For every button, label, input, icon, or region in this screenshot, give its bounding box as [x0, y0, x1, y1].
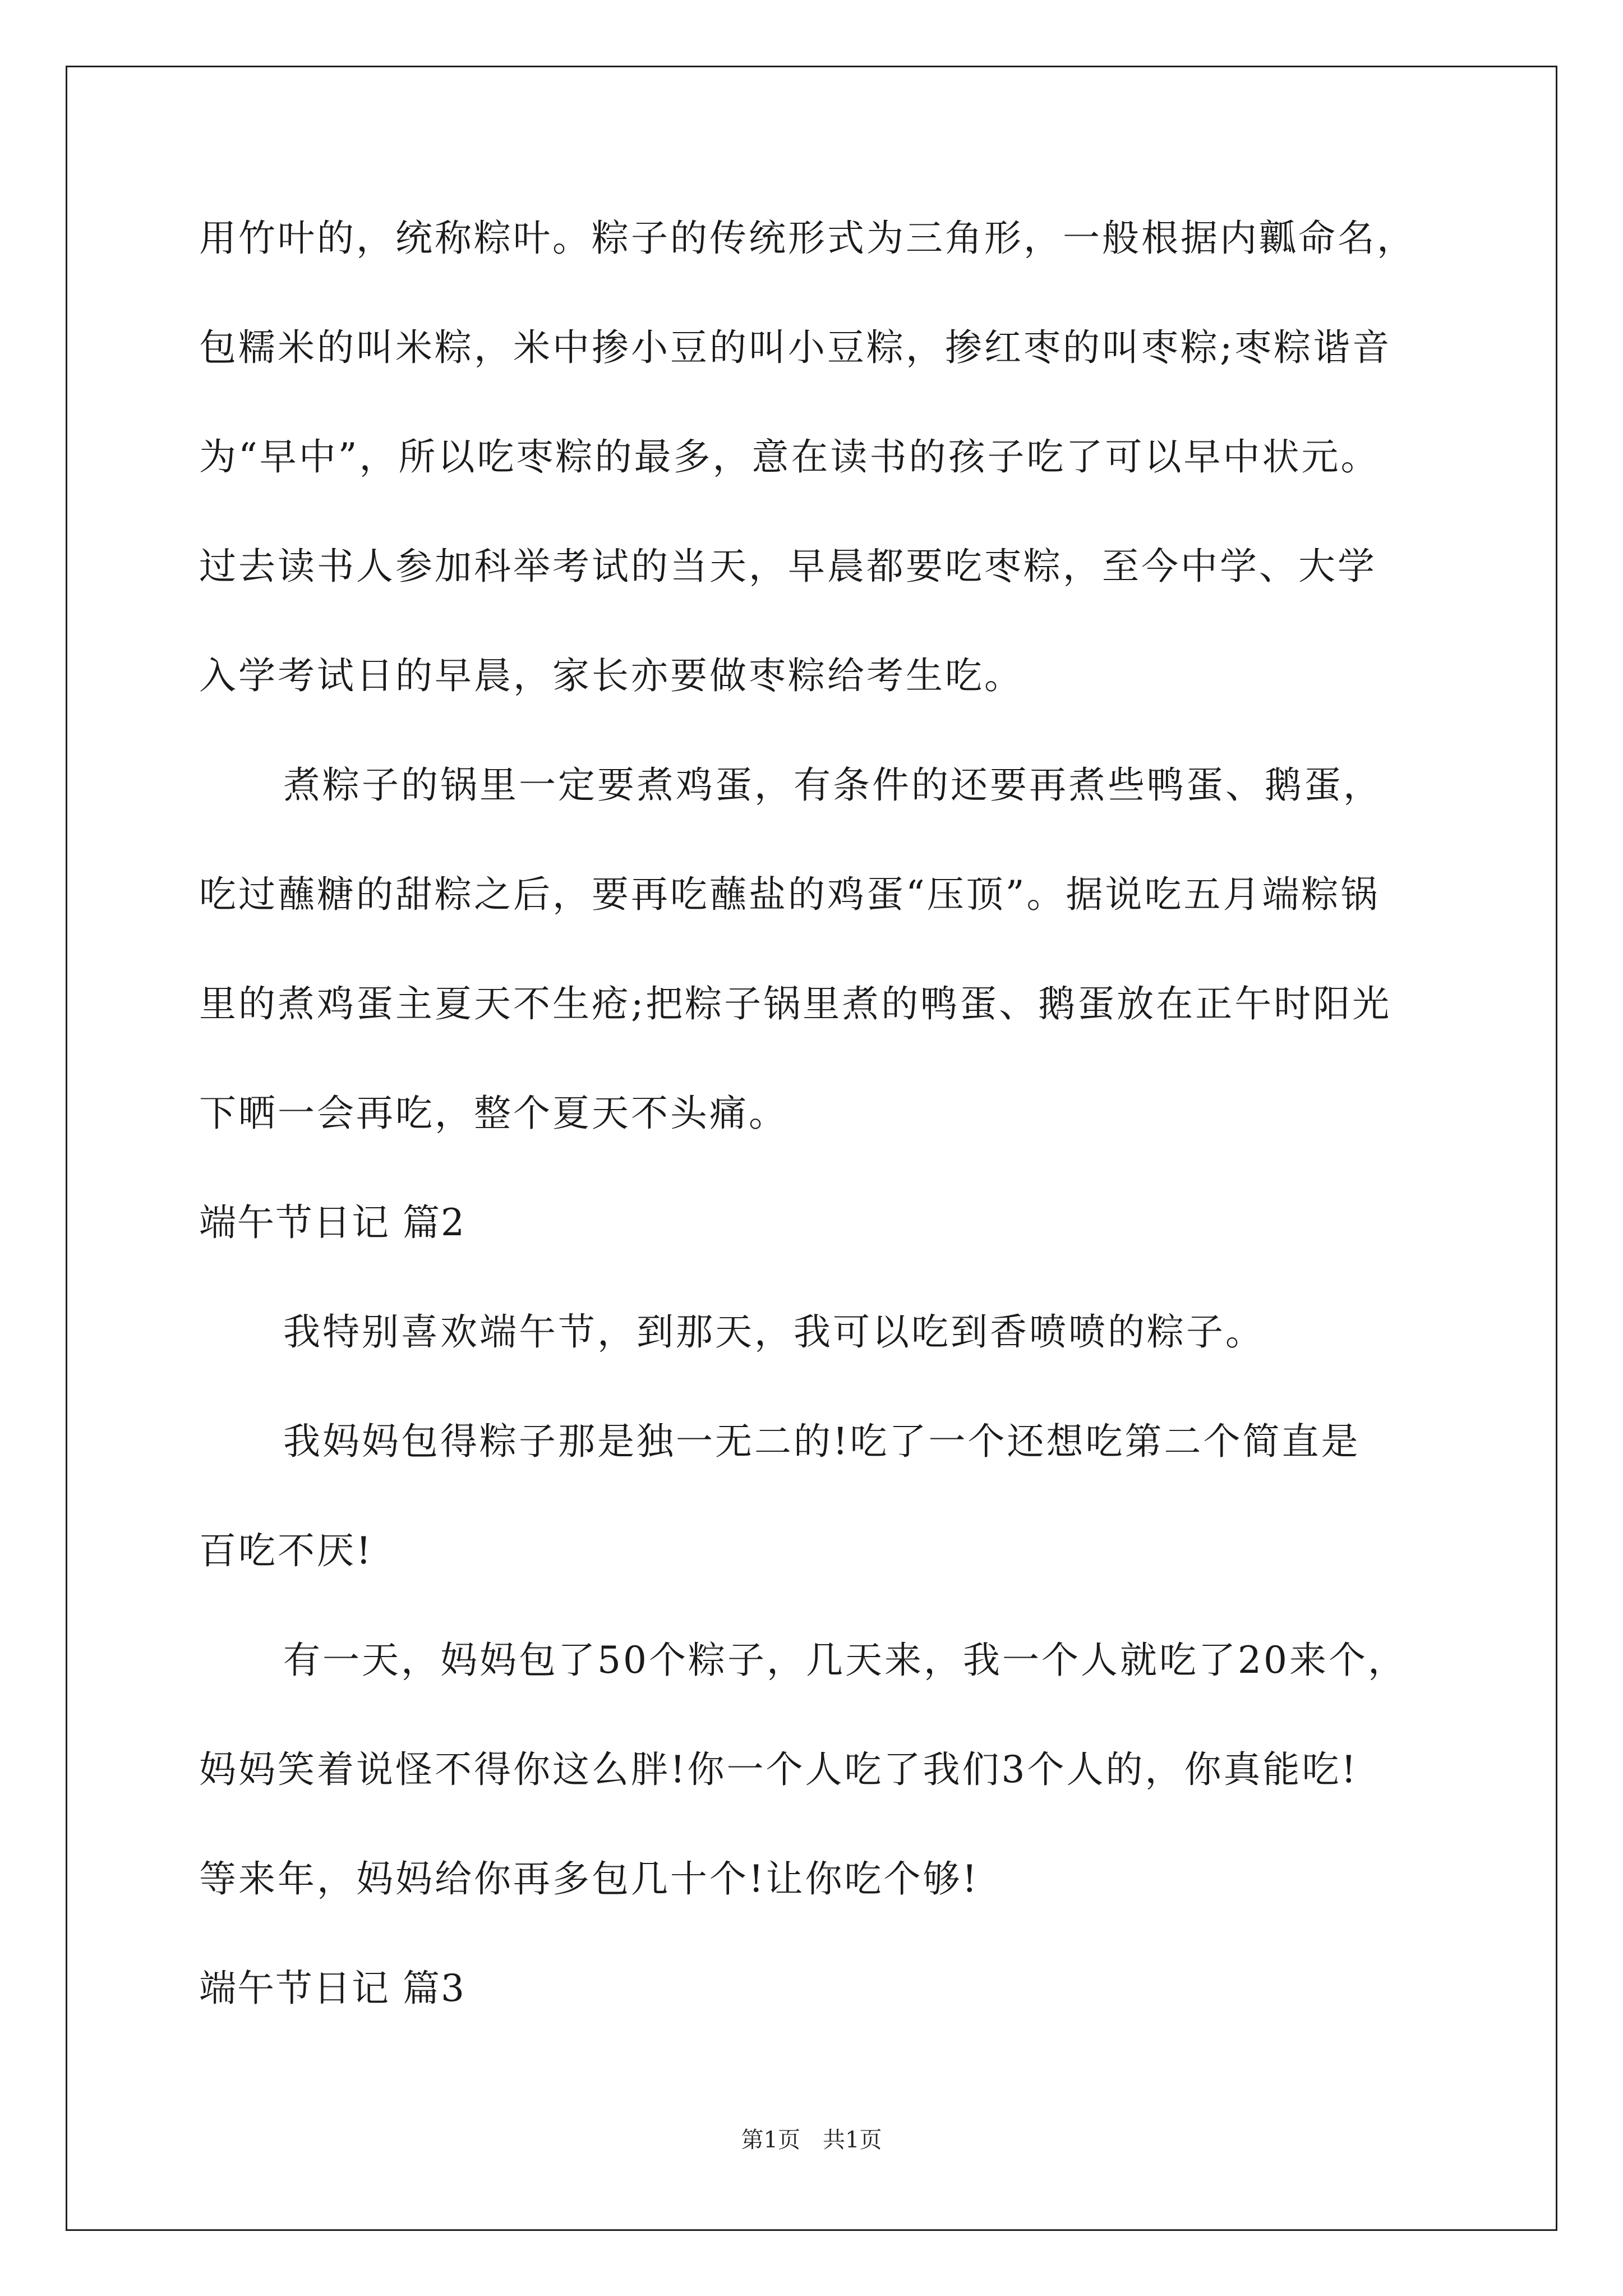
paragraph-line: 有一天，妈妈包了50个粽子，几天来，我一个人就吃了20来个， — [283, 1639, 1407, 1682]
paragraph-line: 用竹叶的，统称粽叶。粽子的传统形式为三角形，一般根据内瓤命名， — [199, 217, 1416, 260]
paragraph-line: 包糯米的叫米粽，米中掺小豆的叫小豆粽，掺红枣的叫枣粽;枣粽谐音 — [199, 326, 1392, 369]
paragraph-line: 入学考试日的早晨，家长亦要做枣粽给考生吃。 — [199, 654, 1023, 697]
paragraph-line: 为“早中”，所以吃枣粽的最多，意在读书的孩子吃了可以早中状元。 — [199, 435, 1380, 478]
paragraph-line: 下晒一会再吃，整个夏天不头痛。 — [199, 1092, 788, 1135]
paragraph-line: 等来年，妈妈给你再多包几十个!让你吃个够! — [199, 1857, 980, 1901]
paragraph-line: 里的煮鸡蛋主夏天不生疮;把粽子锅里煮的鸭蛋、鹅蛋放在正午时阳光 — [199, 982, 1392, 1025]
section-heading: 端午节日记 篇3 — [199, 1967, 465, 2010]
paragraph-line: 百吃不厌! — [199, 1529, 374, 1572]
paragraph-line: 煮粽子的锅里一定要煮鸡蛋，有条件的还要再煮些鸭蛋、鹅蛋， — [283, 763, 1382, 807]
page-footer: 第1页 共1页 — [741, 2127, 882, 2153]
paragraph-line: 过去读书人参加科举考试的当天，早晨都要吃枣粽，至今中学、大学 — [199, 545, 1377, 588]
paragraph-line: 我妈妈包得粽子那是独一无二的!吃了一个还想吃第二个简直是 — [283, 1420, 1361, 1463]
page-border — [66, 66, 1557, 2231]
section-heading: 端午节日记 篇2 — [199, 1201, 465, 1244]
paragraph-line: 妈妈笑着说怪不得你这么胖!你一个人吃了我们3个人的，你真能吃! — [199, 1748, 1359, 1791]
paragraph-line: 我特别喜欢端午节，到那天，我可以吃到香喷喷的粽子。 — [283, 1310, 1265, 1354]
paragraph-line: 吃过蘸糖的甜粽之后，要再吃蘸盐的鸡蛋“压顶”。据说吃五月端粽锅 — [199, 873, 1380, 916]
